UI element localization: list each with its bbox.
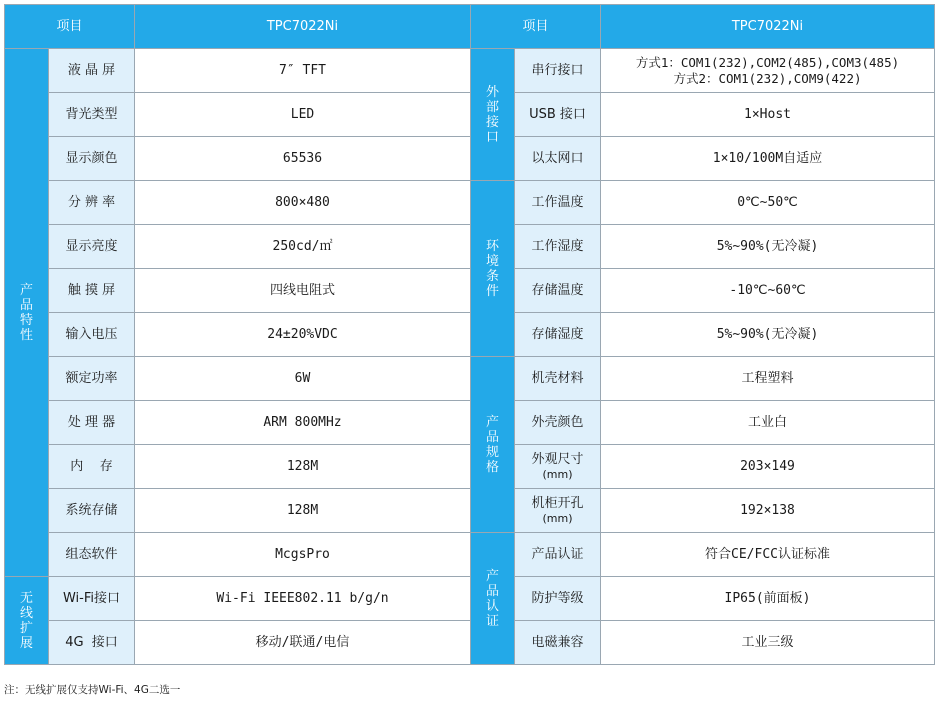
table-row [5,357,935,401]
spec-label [515,401,601,445]
spec-value-text: 工业三级 [741,635,794,650]
category-cell-left [5,577,49,665]
spec-value: Wi-Fi IEEE802.11 b/g/n [135,577,471,621]
spec-label-text: 防护等级 [531,591,584,606]
spec-label: 触 摸 屏 [49,269,135,313]
spec-label: 显示颜色 [49,137,135,181]
spec-label-text: 串行接口 [531,63,584,78]
spec-value: 800×480 [135,181,471,225]
header-model-right: TPC7022Ni [601,5,935,49]
spec-value: 24±20%VDC [135,313,471,357]
spec-label: 显示亮度 [49,225,135,269]
category-label: 产品规格 [485,414,499,475]
spec-label [515,621,601,665]
spec-label: 输入电压 [49,313,135,357]
spec-value-text: 1×Host [744,107,791,122]
spec-value-text: 5%~90%(无冷凝) [716,327,819,342]
spec-value: 7″ TFT [135,49,471,93]
spec-label: 内 存 [49,445,135,489]
spec-value: 250cd/㎡ [135,225,471,269]
spec-value-text: 符合CE/FCC认证标准 [705,547,830,562]
spec-value: 移动/联通/电信 [135,621,471,665]
spec-label-unit: (mm) [542,511,573,525]
spec-label [515,445,601,489]
header-item-right: 项目 [471,5,601,49]
category-cell-right [471,533,515,665]
table-row [5,49,935,93]
table-row [5,137,935,181]
table-row [5,181,935,225]
spec-label [515,269,601,313]
footnote: 注：无线扩展仅支持Wi-Fi、4G二选一 [4,684,181,696]
spec-value-text: 工程塑料 [741,371,794,386]
spec-value [601,137,935,181]
spec-value-text: 203×149 [740,459,795,474]
spec-label: 分 辨 率 [49,181,135,225]
spec-label-text: 机柜开孔 [531,495,584,511]
spec-label [515,49,601,93]
spec-label: 处 理 器 [49,401,135,445]
spec-value: 6W [135,357,471,401]
spec-value-text: 方式1：COM1(232),COM2(485),COM3(485) [635,54,900,70]
spec-value: 四线电阻式 [135,269,471,313]
table-row [5,93,935,137]
spec-value: McgsPro [135,533,471,577]
spec-value-text: 工业白 [747,415,787,430]
spec-label [515,357,601,401]
category-label: 无线扩展 [19,590,33,651]
spec-label-unit: (mm) [542,467,573,481]
category-label: 产品认证 [485,568,499,629]
spec-value: 65536 [135,137,471,181]
spec-value [601,445,935,489]
spec-label [515,93,601,137]
spec-label-text: 存储湿度 [531,327,584,342]
category-cell-right [471,357,515,533]
spec-label: 系统存储 [49,489,135,533]
spec-label [515,225,601,269]
header-model-left: TPC7022Ni [135,5,471,49]
category-label: 环境条件 [485,238,499,299]
table-row [5,621,935,665]
spec-label: 额定功率 [49,357,135,401]
spec-label [515,577,601,621]
spec-label-text: 产品认证 [531,547,584,562]
spec-value-text: 5%~90%(无冷凝) [716,239,819,254]
spec-value: ARM 800MHz [135,401,471,445]
category-label: 外部接口 [485,84,499,145]
spec-label-text: 电磁兼容 [531,635,584,650]
spec-value-text: IP65(前面板) [724,591,811,606]
spec-label-text: 外观尺寸 [531,451,584,467]
spec-label [515,181,601,225]
header-item-left: 项目 [5,5,135,49]
spec-value [601,489,935,533]
table-row [5,225,935,269]
spec-label-text: 外壳颜色 [531,415,584,430]
spec-label [515,533,601,577]
spec-label-text: 工作湿度 [531,239,584,254]
spec-label-text: 工作温度 [531,195,584,210]
spec-table [4,4,935,665]
table-row [5,533,935,577]
spec-value [601,269,935,313]
spec-label: Wi-Fi接口 [49,577,135,621]
spec-label: 液 晶 屏 [49,49,135,93]
spec-label-text: 机壳材料 [531,371,584,386]
spec-value [601,577,935,621]
spec-label-text: 存储温度 [531,283,584,298]
spec-label-text: USB 接口 [529,107,586,122]
spec-value: 128M [135,445,471,489]
spec-label: 4G 接口 [49,621,135,665]
spec-label [515,137,601,181]
category-cell-left [5,49,49,577]
spec-value [601,49,935,93]
spec-value [601,93,935,137]
spec-value [601,181,935,225]
spec-value-text: -10℃~60℃ [729,283,806,298]
spec-label-text: 以太网口 [531,151,584,166]
spec-value-text: 1×10/100M自适应 [712,151,823,166]
spec-value-text: 0℃~50℃ [737,195,798,210]
table-row [5,401,935,445]
spec-value [601,401,935,445]
table-row [5,577,935,621]
table-row [5,445,935,489]
table-row [5,269,935,313]
category-cell-right [471,181,515,357]
spec-value [601,621,935,665]
table-header-row [5,5,935,49]
spec-value-text-2: 方式2：COM1(232),COM9(422) [673,70,862,86]
table-row [5,489,935,533]
spec-value [601,225,935,269]
spec-value [601,313,935,357]
spec-value [601,533,935,577]
spec-value [601,357,935,401]
spec-value: LED [135,93,471,137]
category-label: 产品特性 [19,282,33,343]
category-cell-right [471,49,515,181]
table-row [5,313,935,357]
spec-label [515,313,601,357]
spec-label: 背光类型 [49,93,135,137]
spec-value-text: 192×138 [740,503,795,518]
spec-label: 组态软件 [49,533,135,577]
spec-value: 128M [135,489,471,533]
spec-label [515,489,601,533]
